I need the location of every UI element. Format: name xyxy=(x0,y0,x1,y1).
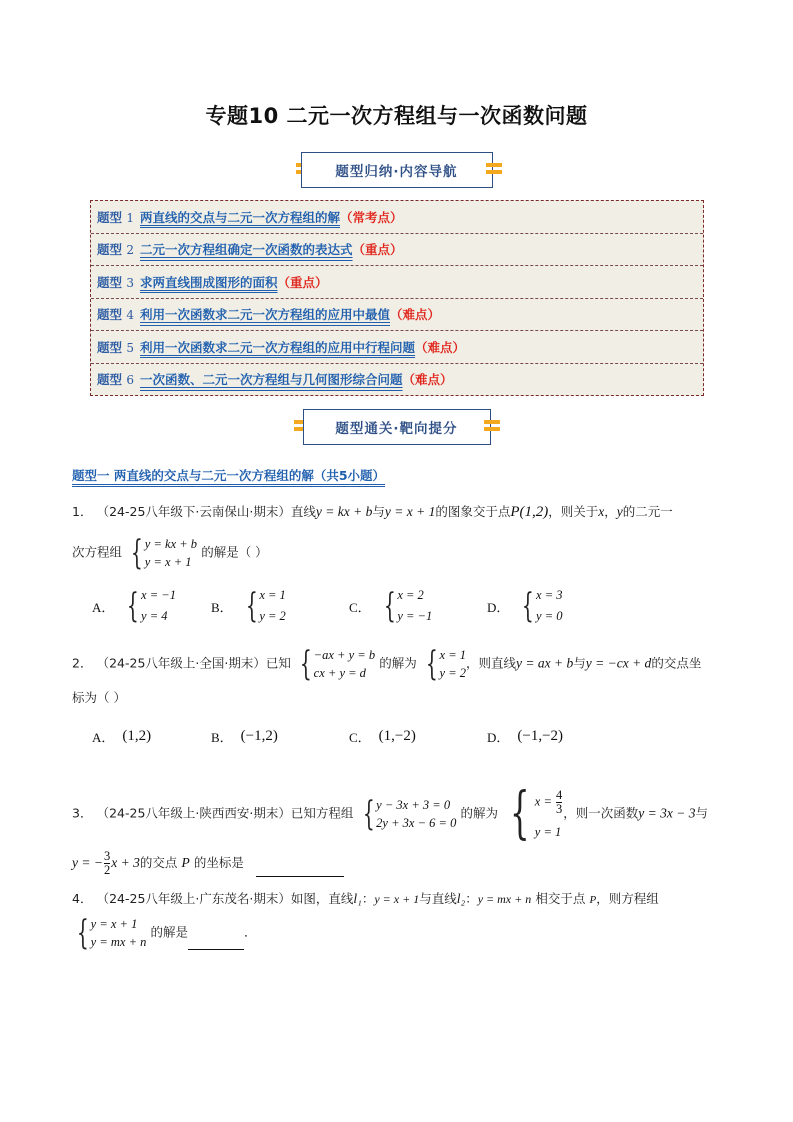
practice-banner xyxy=(0,409,793,445)
math-variable: x xyxy=(598,504,605,519)
question-text: 已知方程组 xyxy=(290,805,354,821)
question-3-line-1 xyxy=(72,781,708,846)
equation: y = 2 xyxy=(439,666,466,680)
nav-tag: （难点） xyxy=(402,372,453,388)
math-expression: y = mx + n xyxy=(477,892,532,906)
equation: x = 3 xyxy=(536,588,563,602)
equation: y = 2 xyxy=(259,609,286,623)
question-text: 的交点坐 xyxy=(651,655,702,671)
option-b[interactable] xyxy=(211,588,349,624)
question-1-line-2 xyxy=(72,533,268,573)
question-text: 与 xyxy=(695,805,708,821)
line-label: l₂ xyxy=(456,891,466,906)
equation-system xyxy=(72,913,147,953)
nav-row-6 xyxy=(91,364,703,396)
brace-icon: { xyxy=(362,794,375,834)
equation: x = 1 xyxy=(259,588,286,602)
brace-icon: { xyxy=(76,913,89,953)
nav-row-1 xyxy=(91,201,703,234)
line-label: l₁ xyxy=(353,891,362,906)
nav-tag: （重点） xyxy=(352,242,403,258)
question-source: （24-25八年级下·云南保山·期末） xyxy=(96,504,291,519)
solution-system xyxy=(421,644,466,684)
equation: y = x + 1 xyxy=(90,916,138,931)
question-1-options xyxy=(92,588,563,624)
brace-icon: { xyxy=(245,586,258,626)
question-text: 的解是（ ） xyxy=(201,544,268,560)
question-text: ． xyxy=(244,924,257,940)
brace-icon: { xyxy=(127,586,140,626)
nav-tag: （难点） xyxy=(390,307,441,323)
option-value: (−1,2) xyxy=(240,728,278,744)
answer-blank[interactable] xyxy=(188,949,244,950)
nav-type-label: 题型 3 xyxy=(97,274,135,290)
question-text: 相交于点 xyxy=(535,891,586,906)
question-number: 4． xyxy=(72,891,93,906)
math-point: P xyxy=(181,855,190,871)
nav-type-label: 题型 5 xyxy=(97,339,135,355)
brace-icon: { xyxy=(510,781,530,846)
nav-row-3 xyxy=(91,266,703,299)
question-text: 次方程组 xyxy=(72,544,123,560)
equation: x = −1 xyxy=(141,588,176,602)
question-text: 如图，直线 xyxy=(290,891,354,906)
equation: x = 1 xyxy=(439,647,466,662)
question-text: ： xyxy=(465,891,478,906)
math-fraction: $\frac{3}{2}$ xyxy=(103,849,111,878)
equation: −ax + y = b xyxy=(313,647,376,662)
math-expression: y = − xyxy=(72,855,103,871)
brace-icon: { xyxy=(131,533,143,573)
nav-link-2[interactable]: 二元一次方程组确定一次函数的表达式 xyxy=(140,242,353,258)
question-text: 已知 xyxy=(265,655,291,671)
math-expression: y = ax + b xyxy=(516,655,574,671)
question-text: ， xyxy=(604,504,617,519)
option-a[interactable] xyxy=(92,727,211,746)
option-d[interactable] xyxy=(487,727,563,746)
equation: cx + y = d xyxy=(313,666,366,680)
nav-link-6[interactable]: 一次函数、二元一次方程组与几何图形综合问题 xyxy=(140,372,403,388)
question-2-line-1 xyxy=(72,644,702,684)
banner-right-decoration-icon xyxy=(484,420,500,432)
section-heading-link[interactable]: 题型一 两直线的交点与二元一次方程组的解（共5小题） xyxy=(72,468,386,483)
option-label: B． xyxy=(211,730,233,745)
question-number: 1． xyxy=(72,504,93,519)
math-expression: y = x + 1 xyxy=(384,504,436,519)
question-4-line-1 xyxy=(72,892,659,906)
brace-icon: { xyxy=(425,644,438,684)
solution-x: x = $\frac{4}{3}$ xyxy=(534,788,563,817)
equation: y = −1 xyxy=(397,609,433,623)
question-text: ： xyxy=(361,891,375,906)
question-source: （24-25八年级上·广东茂名·期末） xyxy=(96,891,291,906)
math-expression: y = x + 1 xyxy=(374,892,420,906)
equation: y − 3x + 3 = 0 xyxy=(376,797,451,812)
question-source: （24-25八年级上·全国·期末） xyxy=(96,655,266,671)
equation: y = 0 xyxy=(536,609,563,623)
question-text: 与 xyxy=(573,655,586,671)
nav-type-label: 题型 4 xyxy=(97,307,135,323)
question-text: ，则一次函数 xyxy=(563,805,639,821)
question-text: 的坐标是 xyxy=(193,855,244,871)
option-d[interactable] xyxy=(487,588,563,624)
nav-tag: （常考点） xyxy=(340,209,403,225)
question-source: （24-25八年级上·陕西西安·期末） xyxy=(96,805,291,821)
math-point: P xyxy=(589,894,597,906)
nav-tag: （重点） xyxy=(277,274,328,290)
nav-type-label: 题型 2 xyxy=(97,242,135,258)
nav-tag: （难点） xyxy=(415,339,466,355)
topic-navigation-table xyxy=(90,200,704,396)
question-2-line-2 xyxy=(72,692,126,705)
option-label: C． xyxy=(349,730,371,745)
question-text: 与 xyxy=(372,504,385,519)
question-3-line-2 xyxy=(72,850,344,877)
nav-link-1[interactable]: 两直线的交点与二元一次方程组的解 xyxy=(140,209,341,225)
question-text: 的解是 xyxy=(150,924,189,940)
equation: y = 4 xyxy=(141,609,168,623)
equation: y = kx + b xyxy=(144,536,198,551)
practice-banner-label: 题型通关·靶向提分 xyxy=(303,409,491,445)
equation: y = x + 1 xyxy=(144,555,192,569)
equation: 2y + 3x − 6 = 0 xyxy=(376,816,457,830)
option-label: A． xyxy=(92,599,115,615)
option-c[interactable] xyxy=(349,588,487,624)
nav-link-4[interactable]: 利用一次函数求二元一次方程组的应用中最值 xyxy=(140,307,391,323)
solution-system xyxy=(502,781,563,846)
option-value: (−1,−2) xyxy=(517,728,564,744)
math-expression: y = kx + b xyxy=(315,504,373,519)
question-text: 的交点 xyxy=(139,855,178,871)
banner-right-decoration-icon xyxy=(486,163,502,175)
math-expression: y = 3x − 3 xyxy=(638,805,696,821)
brace-icon: { xyxy=(299,644,312,684)
page-title: 专题10 二元一次方程组与一次函数问题 xyxy=(205,104,588,128)
math-variable: y xyxy=(616,504,623,519)
nav-banner xyxy=(0,152,793,188)
option-label: A． xyxy=(92,730,115,745)
option-c[interactable] xyxy=(349,727,487,746)
nav-banner-label: 题型归纳·内容导航 xyxy=(301,152,493,188)
math-expression: y = −cx + d xyxy=(585,655,652,671)
equation-system xyxy=(295,644,376,684)
nav-row-2 xyxy=(91,234,703,267)
nav-row-5 xyxy=(91,331,703,364)
question-4-line-2 xyxy=(72,913,257,953)
question-2-options xyxy=(92,727,563,746)
question-text: ，则直线 xyxy=(466,655,517,671)
question-text: 的图象交于点 xyxy=(435,504,511,519)
question-number: 3． xyxy=(72,805,93,821)
question-text: 标为（ ） xyxy=(72,690,126,705)
question-text: 的解为 xyxy=(379,655,417,671)
nav-type-label: 题型 6 xyxy=(97,372,135,388)
option-value: (1,−2) xyxy=(378,728,416,744)
question-text: ，则方程组 xyxy=(596,891,659,906)
option-label: D． xyxy=(487,599,510,615)
option-label: D． xyxy=(487,730,510,745)
question-text: 的解为 xyxy=(460,805,498,821)
option-value: (1,2) xyxy=(122,728,152,744)
equation-system xyxy=(126,533,198,573)
question-text: ，则关于 xyxy=(548,504,599,519)
answer-blank[interactable] xyxy=(256,876,344,877)
solution-y: y = 1 xyxy=(534,825,562,840)
equation-system xyxy=(358,794,457,834)
equation: y = mx + n xyxy=(90,935,147,949)
question-number: 2． xyxy=(72,655,93,671)
brace-icon: { xyxy=(383,586,396,626)
option-b[interactable] xyxy=(211,727,349,746)
question-text: 直线 xyxy=(290,504,316,519)
equation: x = 2 xyxy=(397,588,424,602)
nav-type-label: 题型 1 xyxy=(97,209,135,225)
math-expression: x + 3 xyxy=(111,855,140,871)
question-1-line-1 xyxy=(72,505,673,520)
question-text: 的二元一 xyxy=(622,504,673,519)
nav-row-4 xyxy=(91,299,703,332)
option-label: B． xyxy=(211,599,233,615)
brace-icon: { xyxy=(522,586,535,626)
nav-link-5[interactable]: 利用一次函数求二元一次方程组的应用中行程问题 xyxy=(140,339,416,355)
option-label: C． xyxy=(349,599,371,615)
question-text: 与直线 xyxy=(419,891,457,906)
math-point: P(1,2) xyxy=(510,504,549,520)
option-a[interactable] xyxy=(92,588,211,624)
nav-link-3[interactable]: 求两直线围成图形的面积 xyxy=(140,274,278,290)
